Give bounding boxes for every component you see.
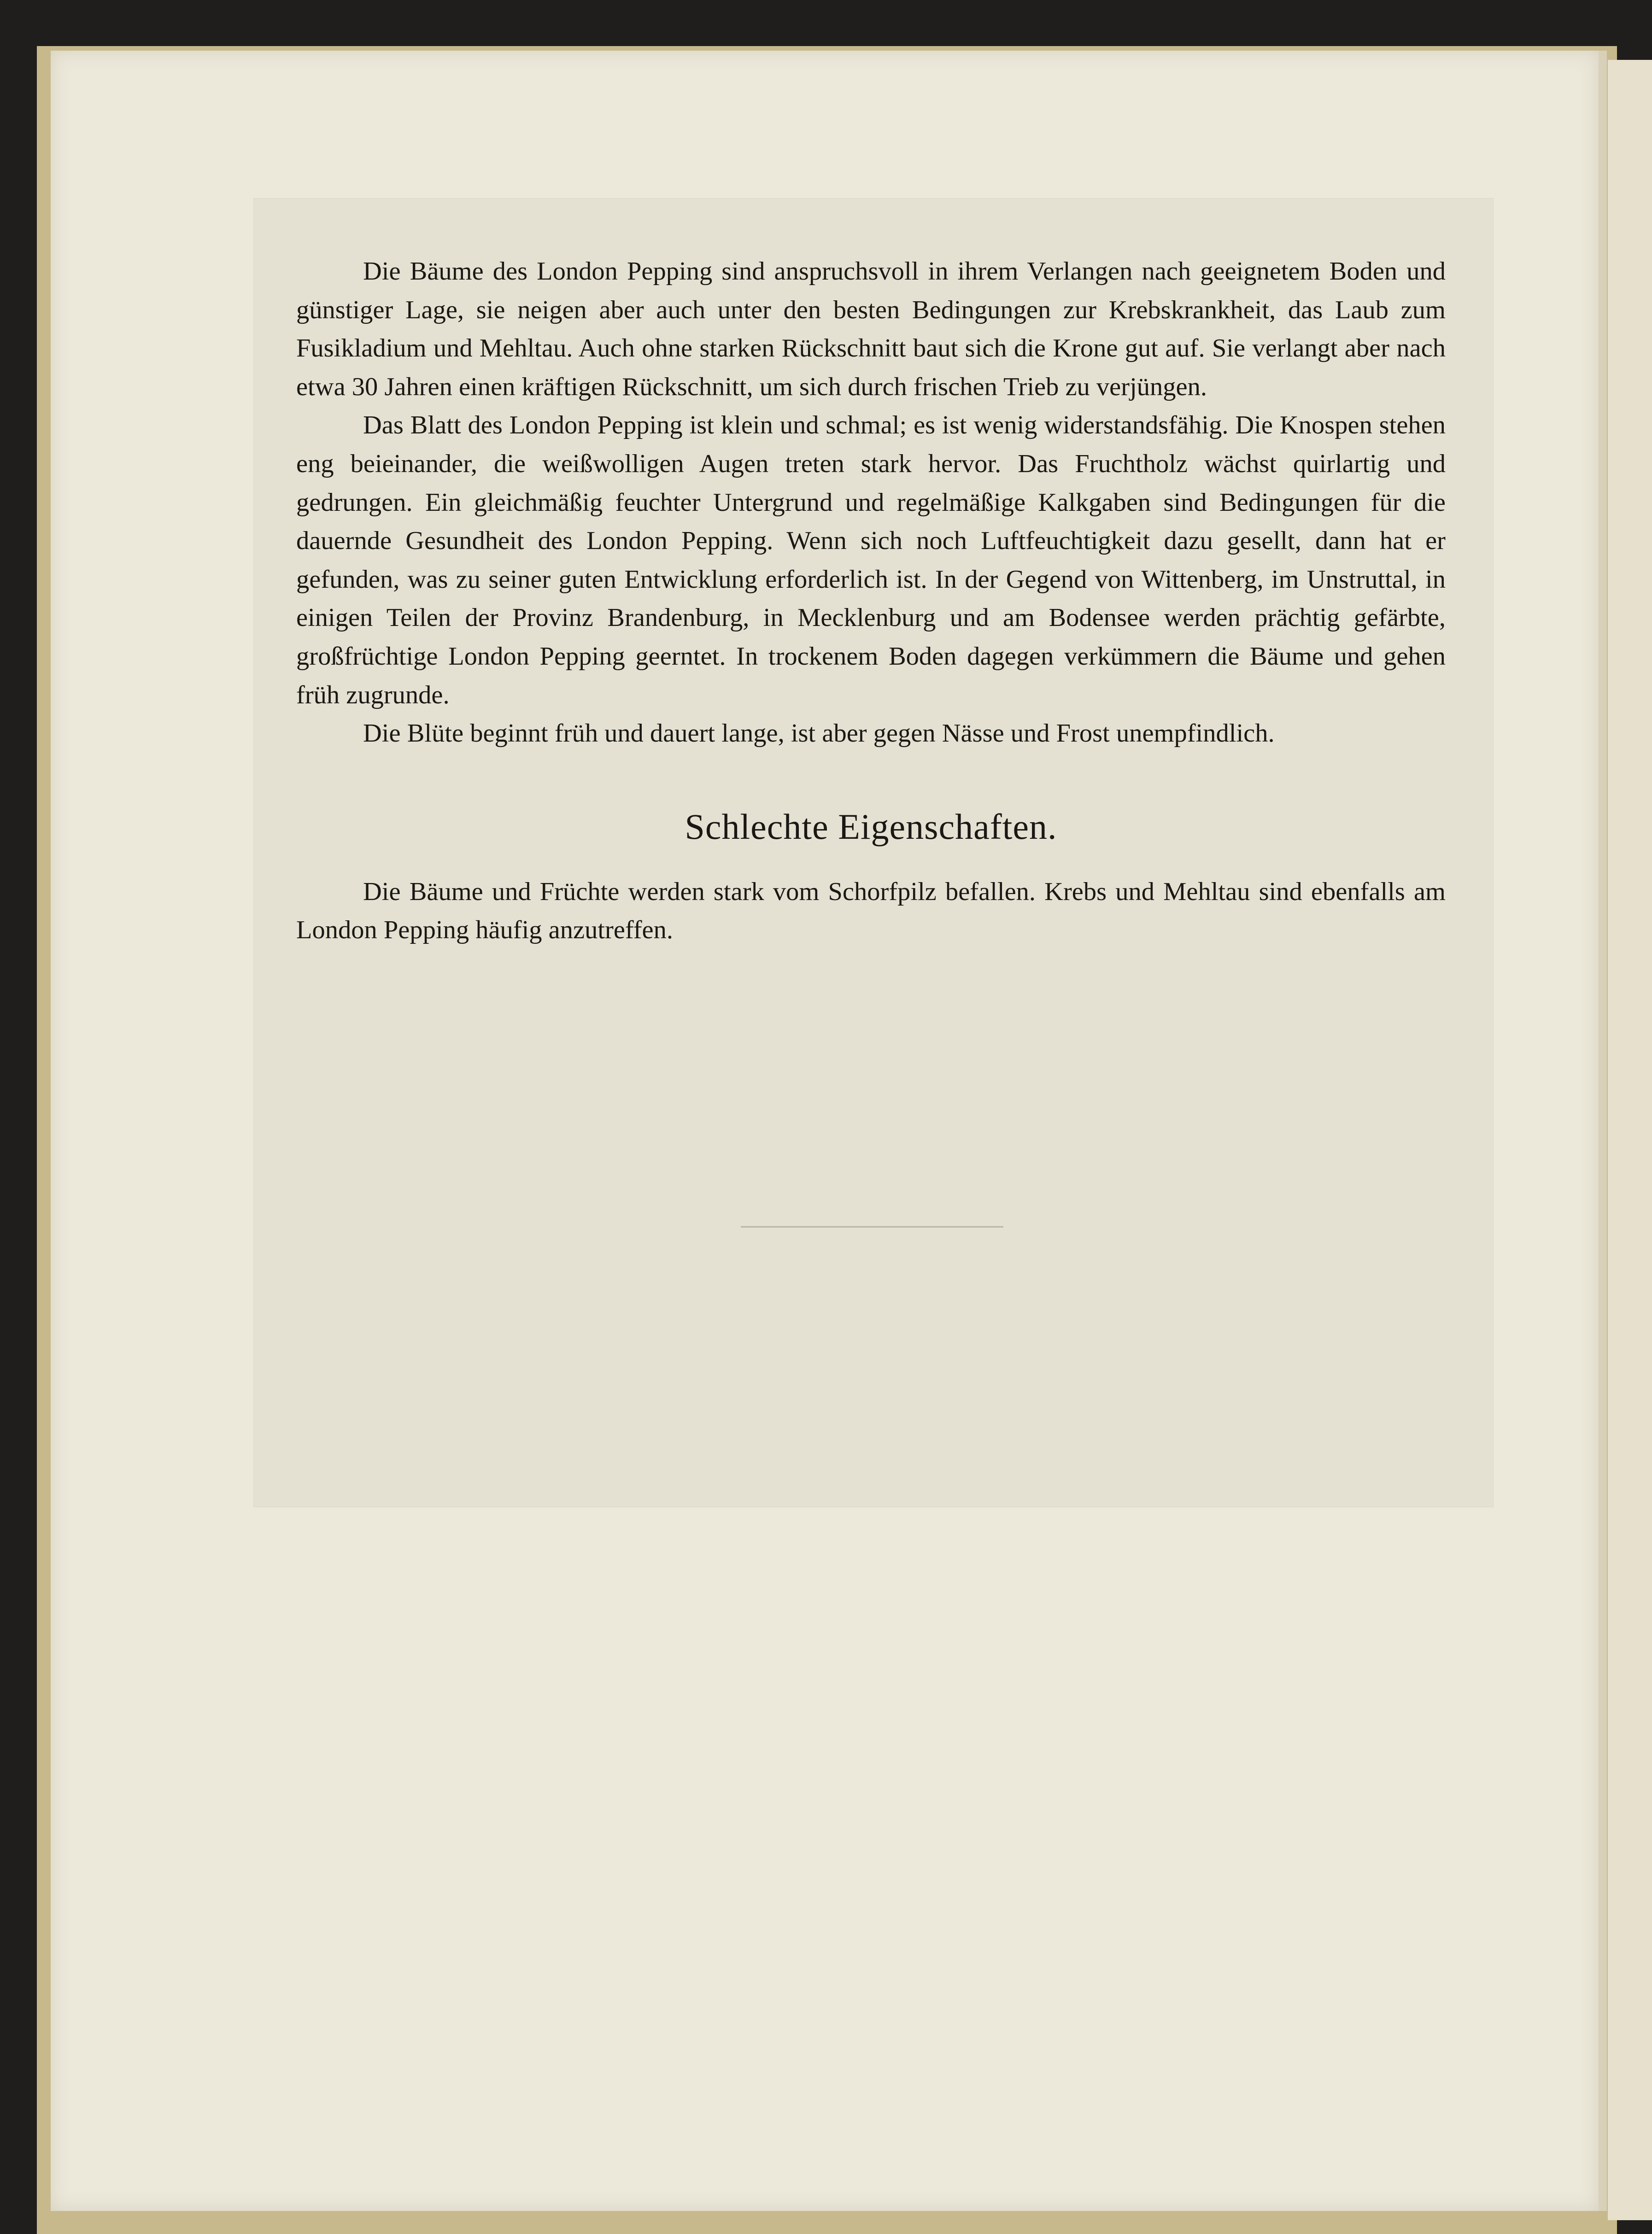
- section-heading: Schlechte Eigenschaften.: [685, 806, 1057, 847]
- page-text: [296, 252, 1446, 950]
- paragraph-3: Die Blüte beginnt früh und dauert lange, ist aber gegen Nässe und Frost unempfindlich.: [363, 719, 1275, 748]
- facing-page-edge: [1608, 60, 1652, 2220]
- paragraph-2: Das Blatt des London Pepping ist klein und schmal; es ist wenig widerstandsfähig. Die Knospen stehen eng beieinander, die weißwolligen Augen treten stark hervor. Das Fruchtholz wächst quirlartig und gedrungen. Ein gleichmäßig feuchter Untergrund und regelmäßige Kalkgaben sind Bedingungen für die dauernde Gesundheit des London Pepping. Wenn sich noch Luftfeuchtigkeit dazu gesellt, dann hat er gefunden, was zu seiner guten Entwicklung erforderlich ist. In der Gegend von Wittenberg, im Unstruttal, in einigen Teilen der Provinz Brandenburg, in Mecklenburg und am Bodensee werden prächtig gefärbte, großfrüchtige London Pepping geerntet. In trockenem Boden dagegen verkümmern die Bäume und gehen früh zugrunde.: [296, 411, 1446, 709]
- page-edge: [1599, 51, 1607, 2211]
- section-paragraph: Die Bäume und Früchte werden stark vom Schorfpilz befallen. Krebs und Mehltau sind ebenfalls am London Pepping häufig anzutreffen.: [296, 877, 1446, 945]
- divider-rule: [741, 1226, 1003, 1228]
- paragraph-1: Die Bäume des London Pepping sind anspruchsvoll in ihrem Verlangen nach geeignetem Boden und günstiger Lage, sie neigen aber auch unter den besten Bedingungen zur Krebskrankheit, das Laub zum Fusikladium und Mehltau. Auch ohne starken Rückschnitt baut sich die Krone gut auf. Sie verlangt aber nach etwa 30 Jahren einen kräftigen Rückschnitt, um sich durch frischen Trieb zu verjüngen.: [296, 257, 1446, 401]
